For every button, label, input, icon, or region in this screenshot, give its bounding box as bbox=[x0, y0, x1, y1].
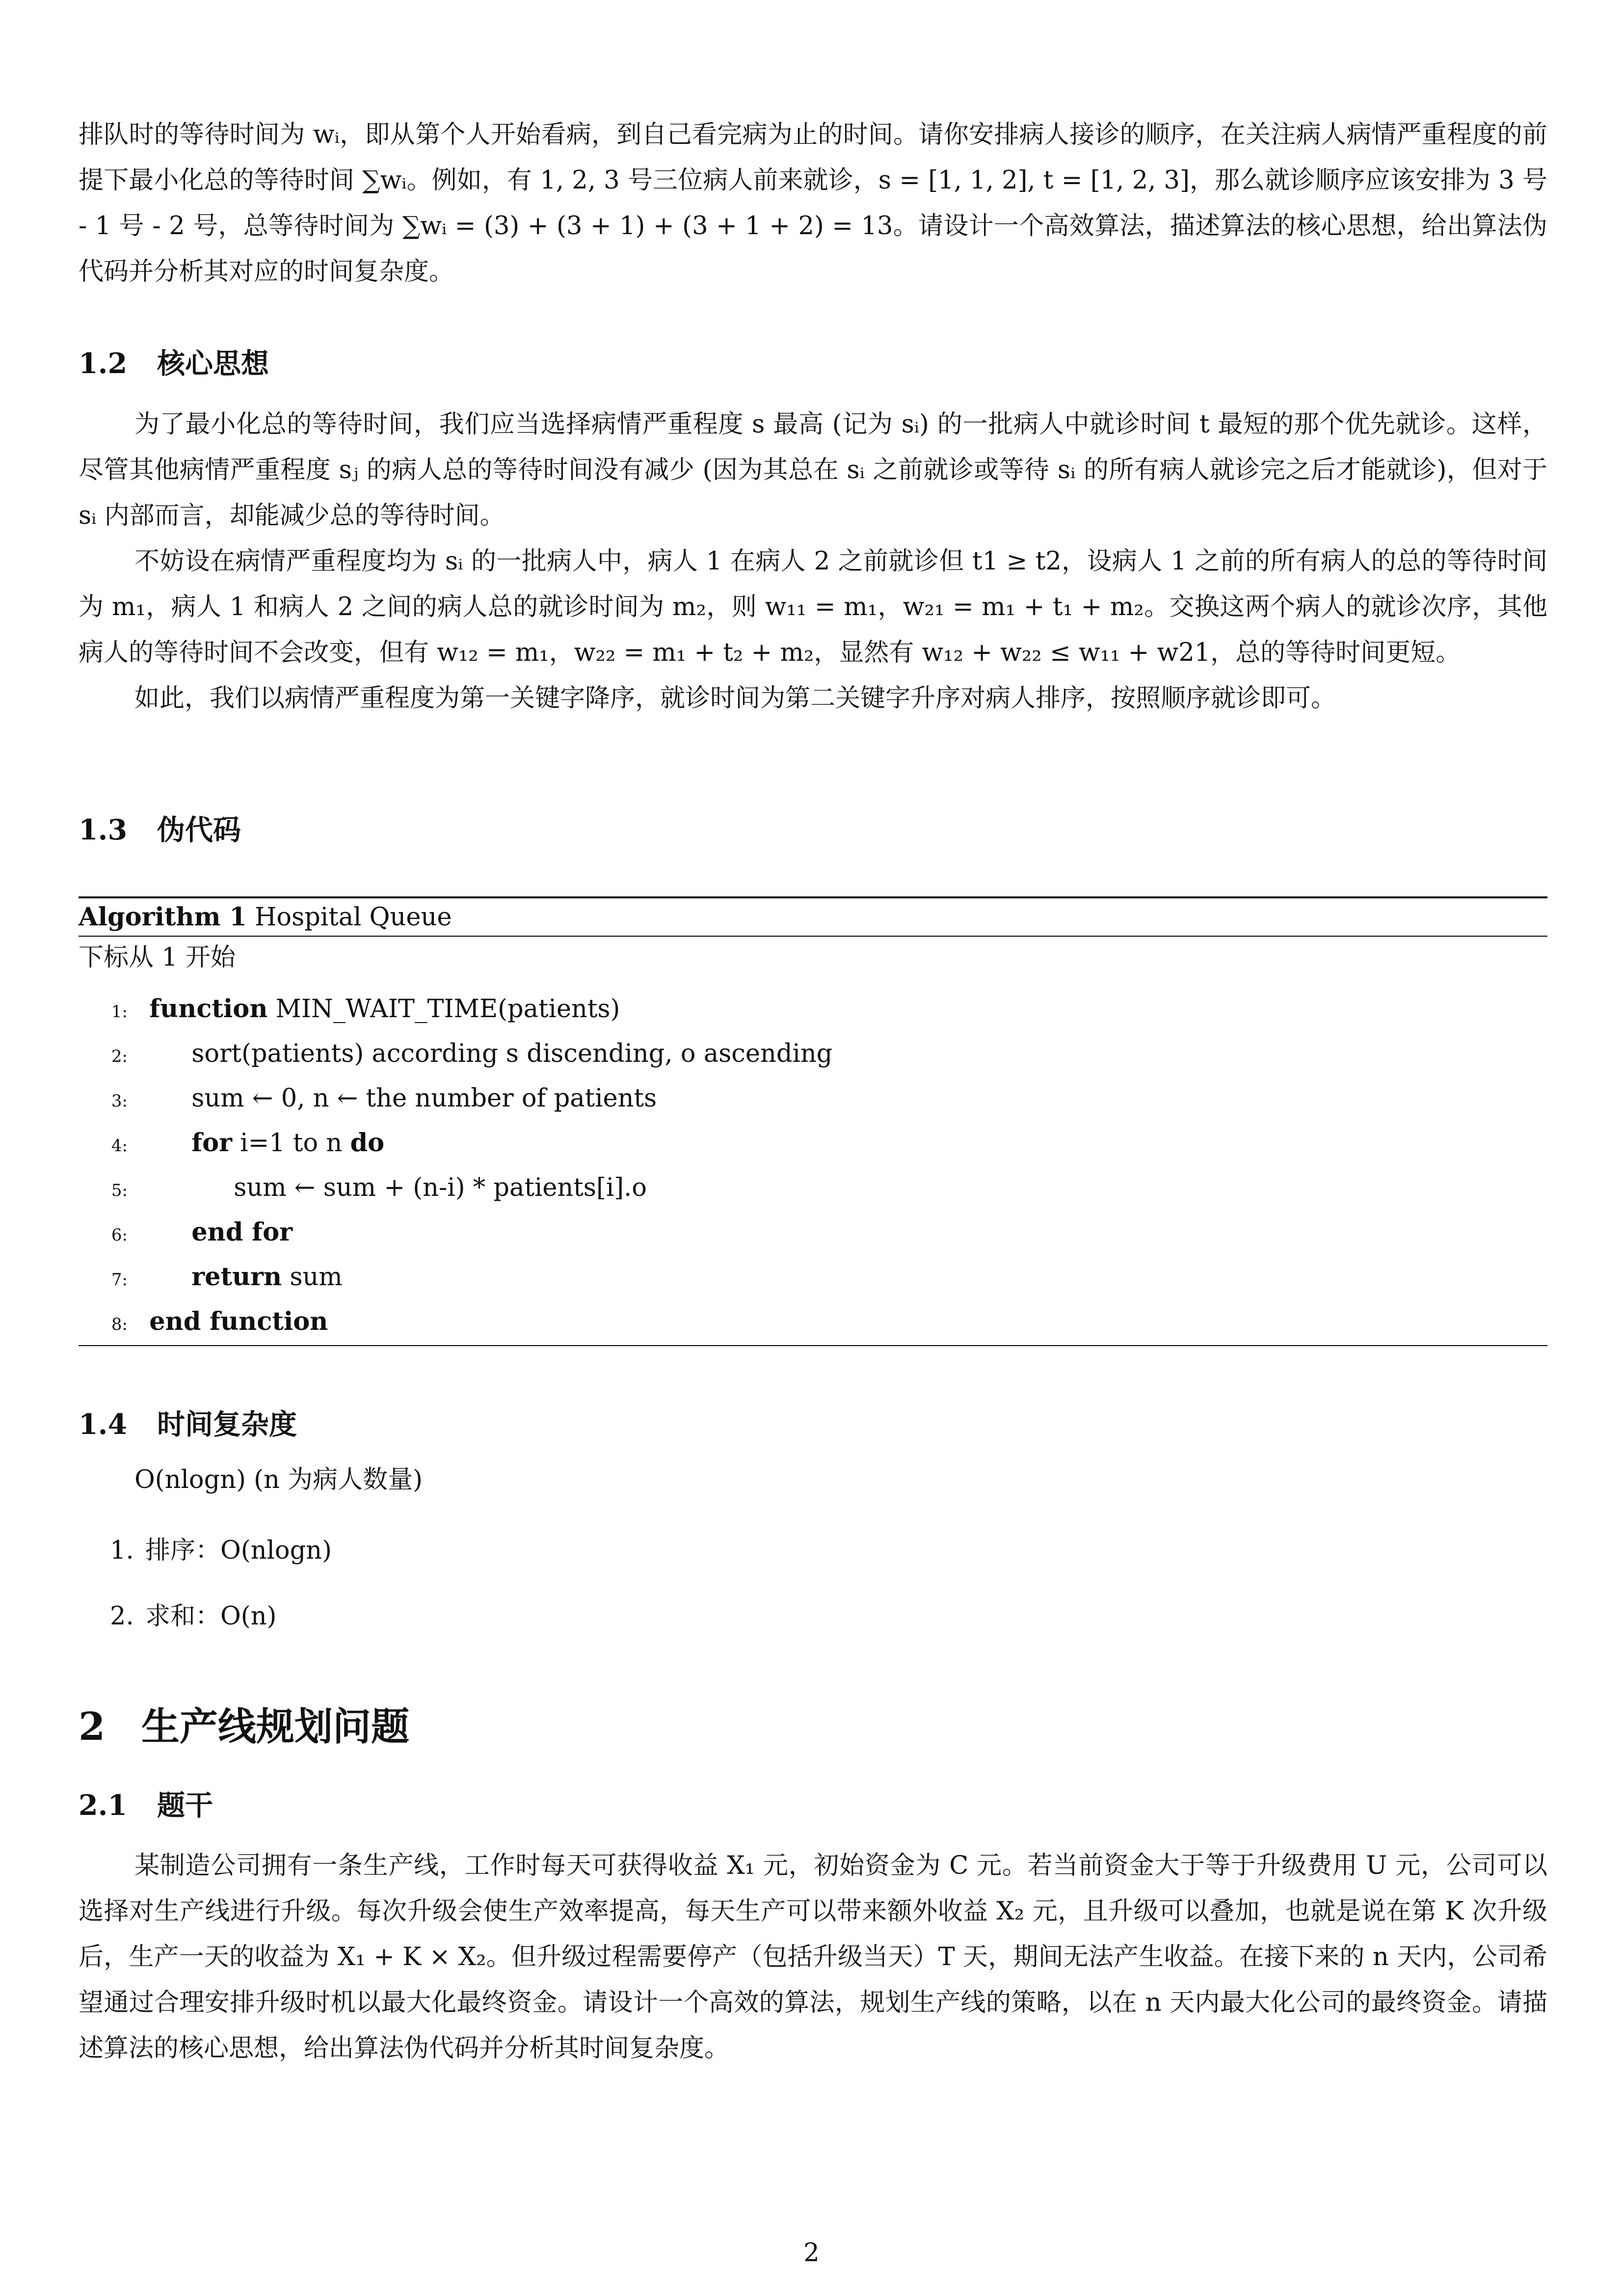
algorithm-line bbox=[79, 1031, 832, 1076]
algorithm-top-rule bbox=[79, 896, 1547, 898]
complexity-summary: O(nlogn) (n 为病人数量) bbox=[134, 1465, 423, 1494]
algorithm-line bbox=[79, 1165, 647, 1210]
keyword: for bbox=[191, 1128, 233, 1158]
intro-paragraph: 排队时的等待时间为 wᵢ，即从第个人开始看病，到自己看完病为止的时间。请你安排病人接诊的顺序，在关注病人病情严重程度的前提下最小化总的等待时间 ∑wᵢ。例如，有 1, 2, 3 号三位病人前来就诊，s = [1, 1, 2], t = [1, 2, 3]，那么就诊顺序应该安排为 3 号 - 1 号 - 2 号，总等待时间为 ∑wᵢ = (3) + (3 + 1) + (3 + 1 + 2) = 13。请设计一个高效算法，描述算法的核心思想，给出算法伪代码并分析其对应的时间复杂度。 bbox=[79, 120, 1547, 286]
section-number: 1.2 bbox=[79, 347, 128, 380]
line-number: 5: bbox=[111, 1181, 128, 1200]
list-text: 排序：O(nlogn) bbox=[145, 1536, 332, 1565]
line-number: 6: bbox=[111, 1225, 128, 1245]
intro-block bbox=[79, 112, 1547, 295]
section-1-4-heading bbox=[79, 1402, 297, 1442]
algorithm-caption bbox=[79, 900, 452, 935]
core-idea-paragraph-1: 为了最小化总的等待时间，我们应当选择病情严重程度 s 最高 (记为 sᵢ) 的一批病人中就诊时间 t 最短的那个优先就诊。这样，尽管其他病情严重程度 sⱼ 的病人总的等待时间没有减少 (因为其总在 sᵢ 之前就诊或等待 sᵢ 的所有病人就诊完之后才能就诊)，但对于 sᵢ 内部而言，却能减少总的等待时间。 bbox=[79, 410, 1547, 530]
list-item bbox=[110, 1599, 276, 1634]
function-name: MIN_WAIT_TIME bbox=[275, 995, 498, 1024]
section-2-1-body bbox=[79, 1843, 1547, 2071]
code-text: sort(patients) according s discending, o ascending bbox=[191, 1039, 833, 1068]
core-idea-paragraph-3: 如此，我们以病情严重程度为第一关键字降序，就诊时间为第二关键字升序对病人排序，按照顺序就诊即可。 bbox=[134, 684, 1336, 713]
line-number: 8: bbox=[111, 1315, 128, 1334]
code-text: i=1 to n bbox=[232, 1129, 350, 1158]
line-number: 1: bbox=[111, 1002, 128, 1022]
section-number: 2 bbox=[79, 1704, 106, 1749]
page-number: 2 bbox=[803, 2239, 820, 2268]
function-args: (patients) bbox=[498, 995, 620, 1024]
algorithm-name: Hospital Queue bbox=[254, 903, 452, 932]
keyword: function bbox=[149, 994, 268, 1024]
algorithm-line bbox=[79, 1299, 328, 1344]
keyword: end for bbox=[191, 1217, 293, 1247]
keyword: end function bbox=[149, 1307, 328, 1336]
list-number: 2. bbox=[110, 1602, 134, 1631]
section-title: 时间复杂度 bbox=[157, 1408, 297, 1441]
algorithm-caption-rule bbox=[79, 936, 1547, 937]
algorithm-bottom-rule bbox=[79, 1345, 1547, 1346]
section-title: 题干 bbox=[157, 1789, 213, 1822]
problem-statement-paragraph: 某制造公司拥有一条生产线，工作时每天可获得收益 X₁ 元，初始资金为 C 元。若当前资金大于等于升级费用 U 元，公司可以选择对生产线进行升级。每次升级会使生产效率提高，每天生产可以带来额外收益 X₂ 元，且升级可以叠加，也就是说在第 K 次升级后，生产一天的收益为 X₁ + K × X₂。但升级过程需要停产（包括升级当天）T 天，期间无法产生收益。在接下来的 n 天内，公司希望通过合理安排升级时机以最大化最终资金。请设计一个高效的算法，规划生产线的策略，以在 n 天内最大化公司的最终资金。请描述算法的核心思想，给出算法伪代码并分析其时间复杂度。 bbox=[79, 1851, 1547, 2063]
list-item bbox=[110, 1534, 332, 1568]
section-1-3-heading bbox=[79, 808, 241, 848]
section-title: 生产线规划问题 bbox=[141, 1704, 410, 1749]
algorithm-line bbox=[79, 1255, 343, 1299]
section-number: 1.4 bbox=[79, 1408, 128, 1441]
core-idea-paragraph-2: 不妨设在病情严重程度均为 sᵢ 的一批病人中，病人 1 在病人 2 之前就诊但 t1 ≥ t2，设病人 1 之前的所有病人的总的等待时间为 m₁，病人 1 和病人 2 之间的病人总的就诊时间为 m₂，则 w₁₁ = m₁，w₂₁ = m₁ + t₁ + m₂。交换这两个病人的就诊次序，其他病人的等待时间不会改变，但有 w₁₂ = m₁，w₂₂ = m₁ + t₂ + m₂，显然有 w₁₂ + w₂₂ ≤ w₁₁ + w21，总的等待时间更短。 bbox=[79, 547, 1547, 667]
line-number: 4: bbox=[111, 1136, 128, 1156]
code-text: sum bbox=[282, 1263, 343, 1292]
algorithm-label: Algorithm 1 bbox=[79, 902, 247, 932]
section-2-1-heading bbox=[79, 1783, 213, 1823]
section-number: 1.3 bbox=[79, 813, 128, 846]
algorithm-line bbox=[79, 1210, 293, 1255]
keyword: do bbox=[350, 1128, 385, 1158]
line-number: 7: bbox=[111, 1270, 128, 1290]
section-number: 2.1 bbox=[79, 1789, 128, 1822]
algorithm-line bbox=[79, 1076, 657, 1121]
line-number: 3: bbox=[111, 1091, 128, 1111]
algorithm-line bbox=[79, 1121, 384, 1165]
algorithm-line bbox=[79, 987, 620, 1031]
line-number: 2: bbox=[111, 1047, 128, 1066]
section-2-heading bbox=[79, 1696, 409, 1751]
code-text: sum ← sum + (n-i) * patients[i].o bbox=[234, 1173, 647, 1202]
keyword: return bbox=[191, 1262, 282, 1292]
algorithm-input-note: 下标从 1 开始 bbox=[79, 943, 236, 972]
section-1-2-heading bbox=[79, 341, 269, 381]
section-1-2-body bbox=[79, 402, 1547, 721]
section-title: 核心思想 bbox=[157, 347, 269, 380]
section-title: 伪代码 bbox=[157, 813, 241, 846]
code-text: sum ← 0, n ← the number of patients bbox=[191, 1084, 657, 1113]
list-number: 1. bbox=[110, 1536, 134, 1565]
list-text: 求和：O(n) bbox=[145, 1602, 277, 1631]
